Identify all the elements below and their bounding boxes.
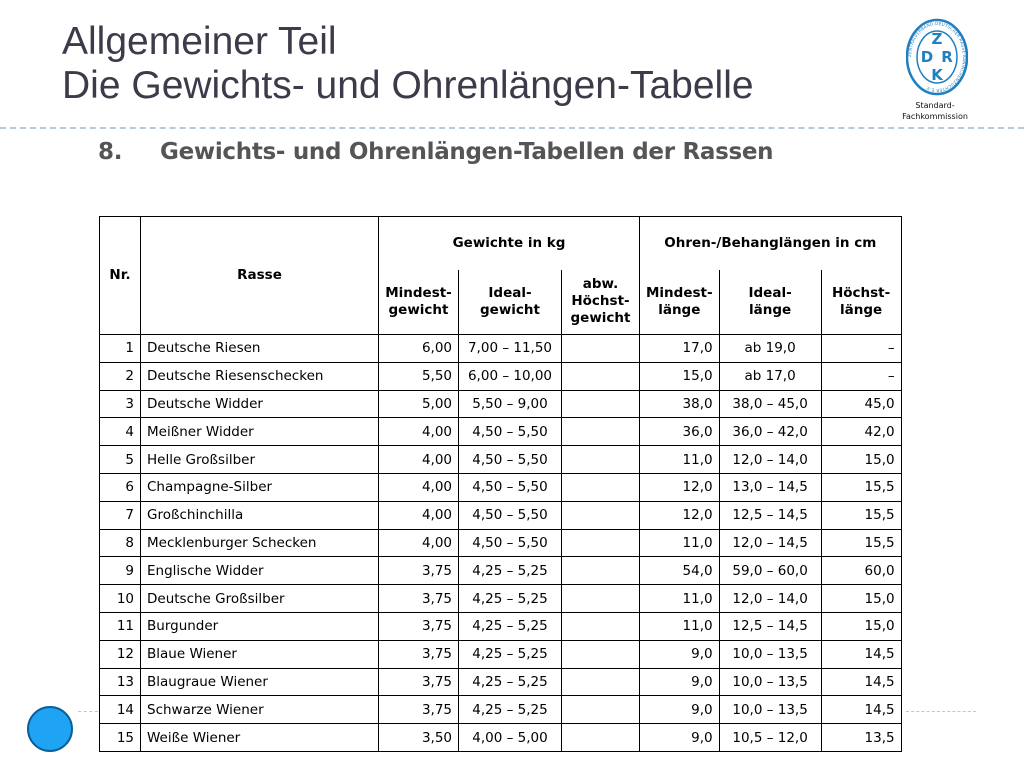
cell-ideal-weight: 4,50 – 5,50 [459, 473, 562, 501]
cell-rasse: Großchinchilla [141, 501, 379, 529]
cell-min-length: 38,0 [640, 390, 720, 418]
header-max-weight-line1: abw. [582, 276, 619, 293]
cell-rasse: Deutsche Riesen [141, 335, 379, 363]
header-min-weight [379, 270, 459, 335]
cell-min-weight: 4,00 [379, 501, 459, 529]
logo-letter-d: D [920, 48, 934, 66]
logo-letter-r: R [941, 48, 953, 66]
cell-min-weight: 3,75 [379, 696, 459, 724]
cell-nr: 10 [100, 585, 141, 613]
cell-max-length: 15,5 [821, 473, 901, 501]
cell-nr: 6 [100, 473, 141, 501]
cell-nr: 11 [100, 612, 141, 640]
cell-ideal-length: 10,0 – 13,5 [719, 668, 821, 696]
cell-min-weight: 3,75 [379, 612, 459, 640]
cell-nr: 3 [100, 390, 141, 418]
cell-min-length: 17,0 [640, 335, 720, 363]
cell-min-weight: 3,75 [379, 557, 459, 585]
cell-nr: 12 [100, 640, 141, 668]
slide-title-line1: Allgemeiner Teil [62, 20, 337, 63]
header-ideal-length-line2: länge [749, 301, 792, 318]
header-max-weight-line2: Höchst- [571, 293, 630, 310]
slide-title-line2: Die Gewichts- und Ohrenlängen-Tabelle [62, 64, 754, 107]
cell-ideal-weight: 4,25 – 5,25 [459, 585, 562, 613]
cell-ideal-length: 38,0 – 45,0 [719, 390, 821, 418]
cell-ideal-length: 12,5 – 14,5 [719, 612, 821, 640]
table-row [100, 501, 902, 529]
header-ideal-weight [459, 270, 562, 335]
cell-nr: 14 [100, 696, 141, 724]
logo-caption-line2: Fachkommission [902, 112, 968, 121]
cell-min-length: 36,0 [640, 418, 720, 446]
cell-ideal-length: 36,0 – 42,0 [719, 418, 821, 446]
footer-divider-left [78, 711, 98, 712]
cell-ideal-weight: 4,25 – 5,25 [459, 668, 562, 696]
cell-rasse: Englische Widder [141, 557, 379, 585]
cell-max-length: 14,5 [821, 696, 901, 724]
cell-min-length: 11,0 [640, 612, 720, 640]
header-min-length [640, 270, 720, 335]
header-max-weight [562, 270, 640, 335]
cell-min-weight: 4,00 [379, 446, 459, 474]
cell-min-length: 11,0 [640, 585, 720, 613]
cell-max-weight [562, 418, 640, 446]
cell-nr: 4 [100, 418, 141, 446]
cell-nr: 2 [100, 362, 141, 390]
nav-circle-button[interactable] [27, 706, 73, 752]
table-row [100, 418, 902, 446]
header-min-weight-line1: Mindest- [385, 284, 452, 301]
cell-max-weight [562, 501, 640, 529]
cell-min-weight: 3,75 [379, 640, 459, 668]
cell-nr: 7 [100, 501, 141, 529]
table-row [100, 612, 902, 640]
header-max-weight-line3: gewicht [570, 310, 631, 327]
cell-rasse: Champagne-Silber [141, 473, 379, 501]
cell-min-weight: 3,50 [379, 724, 459, 752]
cell-min-length: 54,0 [640, 557, 720, 585]
section-title: Gewichts- und Ohrenlängen-Tabellen der Rassen [160, 139, 774, 165]
cell-ideal-length: 10,5 – 12,0 [719, 724, 821, 752]
header-min-length-line2: länge [658, 301, 701, 318]
header-max-length-line1: Höchst- [831, 284, 891, 301]
header-ears-group: Ohren-/Behanglängen in cm [640, 217, 902, 270]
header-min-weight-line2: gewicht [388, 301, 449, 318]
cell-ideal-length: 59,0 – 60,0 [719, 557, 821, 585]
cell-max-weight [562, 557, 640, 585]
cell-max-weight [562, 585, 640, 613]
header-ideal-weight-line2: gewicht [480, 301, 540, 318]
cell-min-length: 15,0 [640, 362, 720, 390]
zdrk-emblem-icon [906, 18, 968, 96]
cell-max-length: – [821, 335, 901, 363]
cell-min-length: 12,0 [640, 501, 720, 529]
cell-max-weight [562, 362, 640, 390]
cell-ideal-length: 13,0 – 14,5 [719, 473, 821, 501]
cell-ideal-weight: 4,50 – 5,50 [459, 418, 562, 446]
cell-ideal-weight: 4,25 – 5,25 [459, 612, 562, 640]
cell-max-length: – [821, 362, 901, 390]
table-row [100, 335, 902, 363]
cell-ideal-length: 12,5 – 14,5 [719, 501, 821, 529]
header-rasse: Rasse [141, 217, 379, 335]
cell-max-length: 15,0 [821, 446, 901, 474]
cell-ideal-weight: 4,50 – 5,50 [459, 446, 562, 474]
header-ideal-weight-line1: Ideal- [488, 284, 532, 301]
cell-min-weight: 5,00 [379, 390, 459, 418]
cell-rasse: Deutsche Riesenschecken [141, 362, 379, 390]
cell-min-length: 9,0 [640, 640, 720, 668]
cell-ideal-length: 12,0 – 14,5 [719, 529, 821, 557]
cell-min-length: 12,0 [640, 473, 720, 501]
cell-ideal-length: ab 17,0 [719, 362, 821, 390]
cell-rasse: Deutsche Widder [141, 390, 379, 418]
cell-min-weight: 4,00 [379, 418, 459, 446]
cell-max-weight [562, 668, 640, 696]
cell-max-length: 14,5 [821, 668, 901, 696]
cell-max-length: 15,0 [821, 612, 901, 640]
cell-min-length: 9,0 [640, 724, 720, 752]
header-nr: Nr. [100, 217, 141, 335]
cell-ideal-length: 10,0 – 13,5 [719, 640, 821, 668]
table-row [100, 585, 902, 613]
cell-nr: 9 [100, 557, 141, 585]
cell-max-length: 15,5 [821, 501, 901, 529]
table-row [100, 668, 902, 696]
logo-caption-line1: Standard- [915, 101, 955, 110]
cell-max-weight [562, 529, 640, 557]
cell-ideal-weight: 4,00 – 5,00 [459, 724, 562, 752]
cell-max-weight [562, 696, 640, 724]
cell-rasse: Meißner Widder [141, 418, 379, 446]
table-row [100, 640, 902, 668]
header-weights-group: Gewichte in kg [379, 217, 640, 270]
cell-max-weight [562, 446, 640, 474]
cell-min-length: 9,0 [640, 668, 720, 696]
table-row [100, 362, 902, 390]
title-divider [0, 127, 1024, 129]
table-row [100, 390, 902, 418]
cell-nr: 1 [100, 335, 141, 363]
header-max-length-line2: länge [840, 301, 883, 318]
cell-min-length: 11,0 [640, 446, 720, 474]
logo-caption [894, 100, 976, 122]
cell-rasse: Burgunder [141, 612, 379, 640]
cell-nr: 13 [100, 668, 141, 696]
cell-ideal-weight: 4,25 – 5,25 [459, 640, 562, 668]
cell-ideal-weight: 6,00 – 10,00 [459, 362, 562, 390]
cell-ideal-weight: 4,50 – 5,50 [459, 529, 562, 557]
table-row [100, 529, 902, 557]
cell-max-weight [562, 473, 640, 501]
cell-min-weight: 3,75 [379, 585, 459, 613]
cell-rasse: Blaue Wiener [141, 640, 379, 668]
table-row [100, 696, 902, 724]
table-row [100, 473, 902, 501]
cell-rasse: Mecklenburger Schecken [141, 529, 379, 557]
footer-divider-right [906, 711, 976, 712]
cell-max-length: 14,5 [821, 640, 901, 668]
cell-max-length: 45,0 [821, 390, 901, 418]
cell-ideal-length: 10,0 – 13,5 [719, 696, 821, 724]
cell-ideal-length: ab 19,0 [719, 335, 821, 363]
cell-max-weight [562, 640, 640, 668]
cell-max-length: 13,5 [821, 724, 901, 752]
cell-ideal-weight: 4,25 – 5,25 [459, 557, 562, 585]
weights-and-ear-length-table [99, 216, 902, 752]
cell-rasse: Weiße Wiener [141, 724, 379, 752]
cell-min-weight: 5,50 [379, 362, 459, 390]
cell-rasse: Helle Großsilber [141, 446, 379, 474]
table-row [100, 557, 902, 585]
section-number: 8. [98, 139, 123, 165]
logo-letter-k: K [931, 66, 943, 84]
section-heading [98, 139, 773, 165]
cell-rasse: Blaugraue Wiener [141, 668, 379, 696]
logo-ring-text: ZENTRALVERBAND DEUTSCHER RASSE-KANINCHENZÜCHTER E.V. [906, 20, 968, 94]
cell-max-weight [562, 335, 640, 363]
table-row [100, 446, 902, 474]
cell-ideal-weight: 5,50 – 9,00 [459, 390, 562, 418]
cell-min-weight: 4,00 [379, 473, 459, 501]
cell-nr: 8 [100, 529, 141, 557]
cell-ideal-length: 12,0 – 14,0 [719, 446, 821, 474]
cell-min-length: 9,0 [640, 696, 720, 724]
cell-min-weight: 3,75 [379, 668, 459, 696]
header-min-length-line1: Mindest- [646, 284, 713, 301]
cell-ideal-weight: 4,50 – 5,50 [459, 501, 562, 529]
cell-max-weight [562, 724, 640, 752]
cell-min-weight: 4,00 [379, 529, 459, 557]
cell-max-weight [562, 390, 640, 418]
cell-max-length: 60,0 [821, 557, 901, 585]
header-ideal-length [719, 270, 821, 335]
cell-max-length: 15,5 [821, 529, 901, 557]
cell-max-length: 42,0 [821, 418, 901, 446]
slide-title [62, 20, 882, 108]
cell-nr: 5 [100, 446, 141, 474]
cell-ideal-weight: 7,00 – 11,50 [459, 335, 562, 363]
cell-rasse: Deutsche Großsilber [141, 585, 379, 613]
header-max-length [821, 270, 901, 335]
cell-rasse: Schwarze Wiener [141, 696, 379, 724]
table-body [100, 335, 902, 752]
weights-table-container [99, 216, 902, 752]
cell-max-weight [562, 612, 640, 640]
cell-ideal-weight: 4,25 – 5,25 [459, 696, 562, 724]
table-row [100, 724, 902, 752]
cell-min-length: 11,0 [640, 529, 720, 557]
logo-letter-z: Z [931, 30, 943, 48]
cell-max-length: 15,0 [821, 585, 901, 613]
zdrk-logo [906, 18, 968, 96]
cell-min-weight: 6,00 [379, 335, 459, 363]
header-ideal-length-line1: Ideal- [748, 284, 792, 301]
cell-nr: 15 [100, 724, 141, 752]
cell-ideal-length: 12,0 – 14,0 [719, 585, 821, 613]
